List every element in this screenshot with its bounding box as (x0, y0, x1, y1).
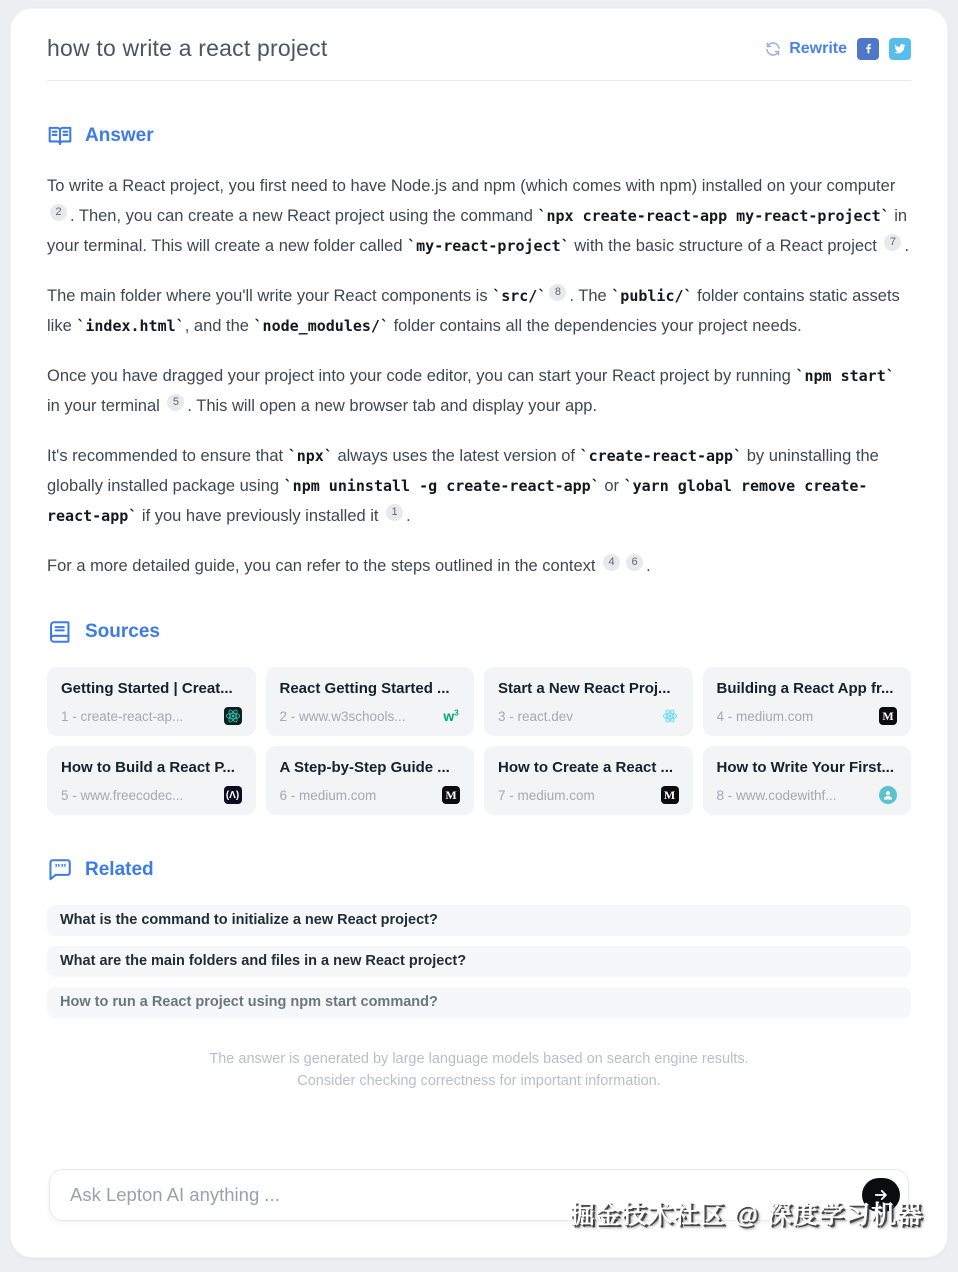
citation-badge[interactable]: 4 (603, 554, 620, 571)
source-meta: 6 - medium.com (279, 787, 377, 803)
disclaimer (47, 1048, 911, 1092)
answer-paragraphs (47, 171, 911, 581)
citation-badge[interactable]: 8 (549, 284, 566, 301)
inline-code: `npm uninstall -g create-react-app` (283, 477, 600, 495)
answer-paragraph: To write a React project, you first need to have Node.js and npm (which comes with npm) installed on your computer 2 . Then, you can create a new React project using the command `npx create-react-app my-react-project` in your terminal. This will create a new folder called `my-react-project` with the basic structure of a React project 7 . (47, 177, 910, 255)
medium-icon: M (436, 786, 460, 804)
sources-section-header (47, 619, 911, 645)
source-meta: 1 - create-react-ap... (61, 708, 184, 724)
source-card[interactable] (703, 667, 912, 736)
source-card[interactable] (703, 746, 912, 815)
arrow-right-icon (872, 1186, 890, 1204)
answer-paragraph: For a more detailed guide, you can refer to the steps outlined in the context 4 6 . (47, 556, 651, 575)
related-heading: Related (85, 859, 154, 880)
source-meta: 4 - medium.com (716, 708, 814, 724)
book-icon (47, 619, 73, 645)
inline-code: `npx` (287, 447, 333, 465)
source-meta: 8 - www.codewithf... (716, 787, 837, 803)
related-section-header (47, 857, 911, 883)
react-dark-icon (218, 707, 242, 725)
avatar-icon (873, 786, 897, 804)
source-title: Start a New React Proj... (498, 680, 671, 697)
rewrite-label: Rewrite (789, 39, 847, 57)
react-blue-icon (655, 707, 679, 725)
source-card[interactable] (266, 746, 475, 815)
facebook-icon (862, 42, 875, 55)
source-title: A Step-by-Step Guide ... (279, 759, 450, 776)
source-title: How to Create a React ... (498, 759, 674, 776)
source-meta: 5 - www.freecodec... (61, 787, 184, 803)
source-card[interactable] (47, 667, 256, 736)
source-title: How to Build a React P... (61, 759, 235, 776)
inline-code: `yarn global remove create-react-app` (47, 477, 868, 525)
inline-code: `npx create-react-app my-react-project` (537, 207, 890, 225)
source-card[interactable] (484, 667, 693, 736)
source-title: How to Write Your First... (716, 759, 895, 776)
disclaimer-line1: The answer is generated by large language models based on search engine results. (209, 1051, 749, 1067)
source-title: Building a React App fr... (716, 680, 894, 697)
source-card[interactable] (47, 746, 256, 815)
answer-heading: Answer (85, 125, 154, 146)
citation-badge[interactable]: 2 (50, 204, 67, 221)
header-divider (47, 80, 911, 81)
facebook-share-button[interactable] (857, 38, 879, 60)
refresh-icon (764, 40, 782, 58)
open-book-icon (47, 123, 73, 149)
page-title: how to write a react project (47, 35, 328, 61)
ask-box (49, 1169, 909, 1221)
answer-paragraph: It's recommended to ensure that `npx` always uses the latest version of `create-react-app` by uninstalling the globally installed package using `npm uninstall -g create-react-app` or `yarn global remove create-react-app` if you have previously installed it 1 . (47, 447, 879, 525)
chat-quote-icon (47, 857, 73, 883)
sources-grid (47, 667, 911, 815)
inline-code: `index.html` (76, 317, 185, 335)
svg-text:””: ”” (54, 860, 67, 875)
inline-code: `create-react-app` (579, 447, 743, 465)
inline-code: `node_modules/` (253, 317, 389, 335)
source-title: Getting Started | Creat... (61, 680, 233, 697)
header (47, 9, 911, 62)
citation-badge[interactable]: 5 (167, 394, 184, 411)
inline-code: `src/` (492, 287, 547, 305)
inline-code: `public/` (611, 287, 693, 305)
citation-badge[interactable]: 7 (884, 234, 901, 251)
answer-paragraph: The main folder where you'll write your React components is `src/` 8 . The `public/` folder contains static assets like `index.html`, and the `node_modules/` folder contains all the dependencies your project needs. (47, 286, 900, 335)
twitter-icon (893, 42, 907, 56)
related-question[interactable]: How to run a React project using npm start command? (47, 987, 911, 1018)
source-meta: 7 - medium.com (498, 787, 595, 803)
send-button[interactable] (862, 1178, 900, 1212)
related-question[interactable]: What is the command to initialize a new React project? (47, 905, 911, 936)
inline-code: `my-react-project` (407, 237, 570, 255)
rewrite-button[interactable] (764, 40, 847, 58)
source-card[interactable] (484, 746, 693, 815)
citation-badge[interactable]: 1 (386, 504, 403, 521)
watermark: 掘金技术社区 @ 深度学习机器 (569, 1201, 923, 1229)
ask-input[interactable] (70, 1184, 862, 1206)
result-card (10, 8, 948, 1258)
disclaimer-line2: Consider checking correctness for important information. (297, 1073, 661, 1089)
freecodecamp-icon: (Λ) (218, 786, 242, 804)
source-meta: 3 - react.dev (498, 708, 574, 724)
related-list (47, 905, 911, 1018)
ask-input-strip (37, 1157, 921, 1247)
inline-code: `npm start` (795, 367, 895, 385)
header-actions (764, 38, 911, 60)
w3schools-icon: $w^3$ (443, 708, 459, 724)
citation-badge[interactable]: 6 (626, 554, 643, 571)
source-meta: 2 - www.w3schools... (279, 708, 406, 724)
twitter-share-button[interactable] (889, 38, 911, 60)
source-card[interactable] (266, 667, 475, 736)
source-title: React Getting Started ... (279, 680, 450, 697)
answer-section-header (47, 123, 911, 149)
medium-icon: M (873, 707, 897, 725)
related-question[interactable]: What are the main folders and files in a new React project? (47, 946, 911, 977)
answer-paragraph: Once you have dragged your project into your code editor, you can start your React project by running `npm start` in your terminal 5 . This will open a new browser tab and display your app. (47, 367, 895, 415)
sources-heading: Sources (85, 621, 160, 642)
medium-icon: M (655, 786, 679, 804)
